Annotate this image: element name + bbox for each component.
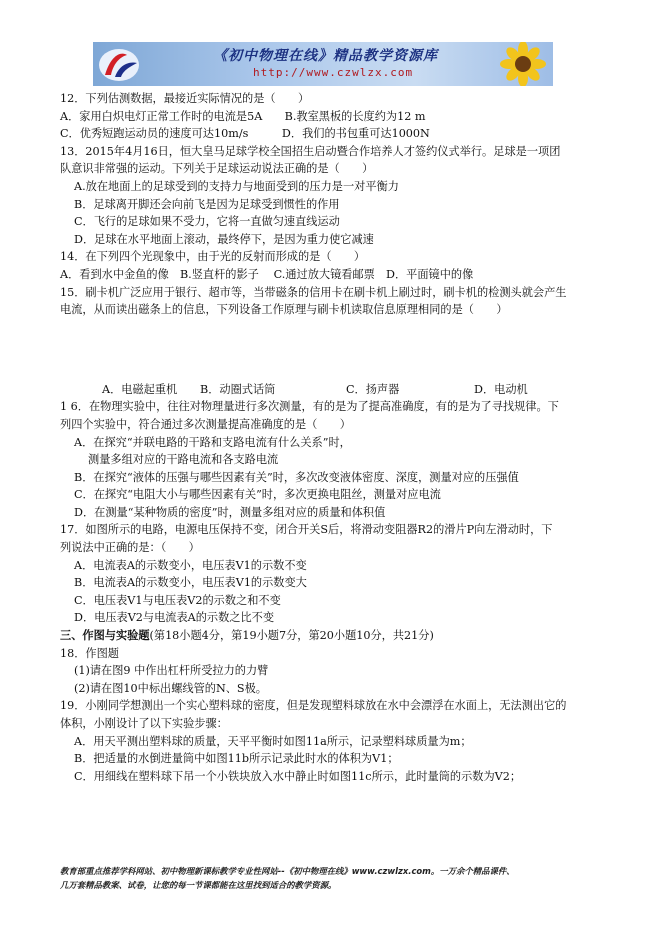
site-logo-icon bbox=[97, 45, 141, 83]
section-3-heading bbox=[60, 627, 600, 645]
q16-option-a-line1: A．在探究“并联电路的干路和支路电流有什么关系”时， bbox=[74, 435, 351, 449]
header-banner bbox=[93, 42, 553, 86]
q13-option-d: D．足球在水平地面上滚动，最终停下，是因为重力使它减速 bbox=[74, 232, 374, 246]
question-16-line2: 列四个实验中，符合通过多次测量提高准确度的是（ ） bbox=[60, 417, 351, 431]
q19-step-b: B．把适量的水倒进量筒中如图11b所示记录此时水的体积为V1； bbox=[74, 752, 399, 766]
question-19-line1: 19．小刚同学想测出一个实心塑料球的密度，但是发现塑料球放在水中会漂浮在水面上，无法测出它的 bbox=[60, 699, 567, 713]
question-15-line1: 15．刷卡机广泛应用于银行、超市等，当带磁条的信用卡在刷卡机上刷过时，刷卡机的检测头就会产生 bbox=[60, 285, 567, 299]
question-13-line2: 队意识非常强的运动。下列关于足球运动说法正确的是（ ） bbox=[60, 162, 374, 176]
q17-option-c: C．电压表V1与电压表V2的示数之和不变 bbox=[74, 593, 281, 607]
question-17-line1: 17．如图所示的电路，电源电压保持不变，闭合开关S后，将滑动变阻器R2的滑片P向左滑动时，下 bbox=[60, 523, 553, 537]
q17-option-d: D．电压表V2与电流表A的示数之比不变 bbox=[74, 611, 275, 625]
q15-option-a: A．电磁起重机 bbox=[102, 382, 178, 396]
q13-option-b: B．足球离开脚还会向前飞是因为足球受到惯性的作用 bbox=[74, 197, 340, 211]
q14-options: A．看到水中金鱼的像 B.竖直杆的影子 C.通过放大镜看邮票 D．平面镜中的像 bbox=[60, 267, 474, 281]
q12-options-ab: A．家用白炽电灯正常工作时的电流是5A B.教室黑板的长度约为12 m bbox=[60, 109, 426, 123]
q17-option-b: B．电流表A的示数变小，电压表V1的示数变大 bbox=[74, 576, 307, 590]
footer-line-1: 教育部重点推荐学科网站、初中物理新课标教学专业性网站--《初中物理在线》www.czwlzx.com。一万余个精品课件、 bbox=[60, 866, 515, 876]
q15-options bbox=[60, 381, 600, 399]
question-18: 18．作图题 bbox=[60, 646, 119, 660]
question-15-line2: 电流，从而读出磁条上的信息，下列设备工作原理与刷卡机读取信息原理相同的是（ ） bbox=[60, 303, 508, 317]
q17-option-a: A．电流表A的示数变小，电压表V1的示数不变 bbox=[74, 558, 307, 572]
exam-content bbox=[60, 90, 600, 785]
q16-option-d: D．在测量“某种物质的密度”时，测量多组对应的质量和体积值 bbox=[74, 505, 386, 519]
q19-step-a: A．用天平测出塑料球的质量，天平平衡时如图11a所示，记录塑料球质量为m； bbox=[74, 734, 472, 748]
q15-option-d: D．电动机 bbox=[474, 382, 528, 396]
section-3-title: 三、作图与实验题 bbox=[60, 628, 150, 643]
section-3-points: (第18小题4分，第19小题7分，第20小题10分，共21分) bbox=[149, 629, 434, 643]
q15-figure-area bbox=[60, 319, 600, 381]
q18-part-1: (1)请在图9 中作出杠杆所受拉力的力臂 bbox=[74, 664, 269, 678]
q16-option-c: C．在探究“电阻大小与哪些因素有关”时，多次更换电阻丝，测量对应电流 bbox=[74, 488, 441, 502]
question-19-line2: 体积，小刚设计了以下实验步骤： bbox=[60, 717, 228, 730]
question-16-line1: 1 6．在物理实验中，往往对物理量进行多次测量，有的是为了提高准确度，有的是为了寻找规律。下 bbox=[60, 400, 559, 414]
q15-option-c: C．扬声器 bbox=[346, 382, 400, 396]
q15-option-b: B．动圈式话筒 bbox=[200, 382, 276, 396]
footer-line-2: 几万套精品教案、试卷，让您的每一节课都能在这里找到适合的教学资源。 bbox=[60, 880, 337, 890]
question-13-line1: 13．2015年4月16日，恒大皇马足球学校全国招生启动暨合作培养人才签约仪式举行。足球是一项团 bbox=[60, 144, 561, 158]
q12-options-cd: C．优秀短跑运动员的速度可达10m/s D．我们的书包重可达1000N bbox=[60, 127, 430, 141]
question-12: 12．下列估测数据，最接近实际情况的是（ ） bbox=[60, 92, 310, 105]
q13-option-c: C．飞行的足球如果不受力，它将一直做匀速直线运动 bbox=[74, 215, 340, 229]
q16-option-b: B．在探究“液体的压强与哪些因素有关”时，多次改变液体密度、深度，测量对应的压强值 bbox=[74, 470, 519, 484]
q13-option-a: A.放在地面上的足球受到的支持力与地面受到的压力是一对平衡力 bbox=[74, 179, 399, 193]
page-footer bbox=[60, 864, 620, 892]
sunflower-icon bbox=[489, 42, 549, 86]
banner-title: 《初中物理在线》精品教学资源库 bbox=[213, 48, 438, 64]
banner-url: http://www.czwlzx.com bbox=[253, 66, 414, 79]
q18-part-2: (2)请在图10中标出螺线管的N、S极。 bbox=[74, 681, 267, 695]
q19-step-c: C．用细线在塑料球下吊一个小铁块放入水中静止时如图11c所示，此时量筒的示数为V2； bbox=[74, 769, 522, 783]
question-14: 14．在下列四个光现象中，由于光的反射而形成的是（ ） bbox=[60, 250, 366, 264]
question-17-line2: 列说法中正确的是：（ ） bbox=[60, 541, 200, 555]
q16-option-a-line2: 测量多组对应的干路电流和各支路电流 bbox=[88, 453, 279, 467]
